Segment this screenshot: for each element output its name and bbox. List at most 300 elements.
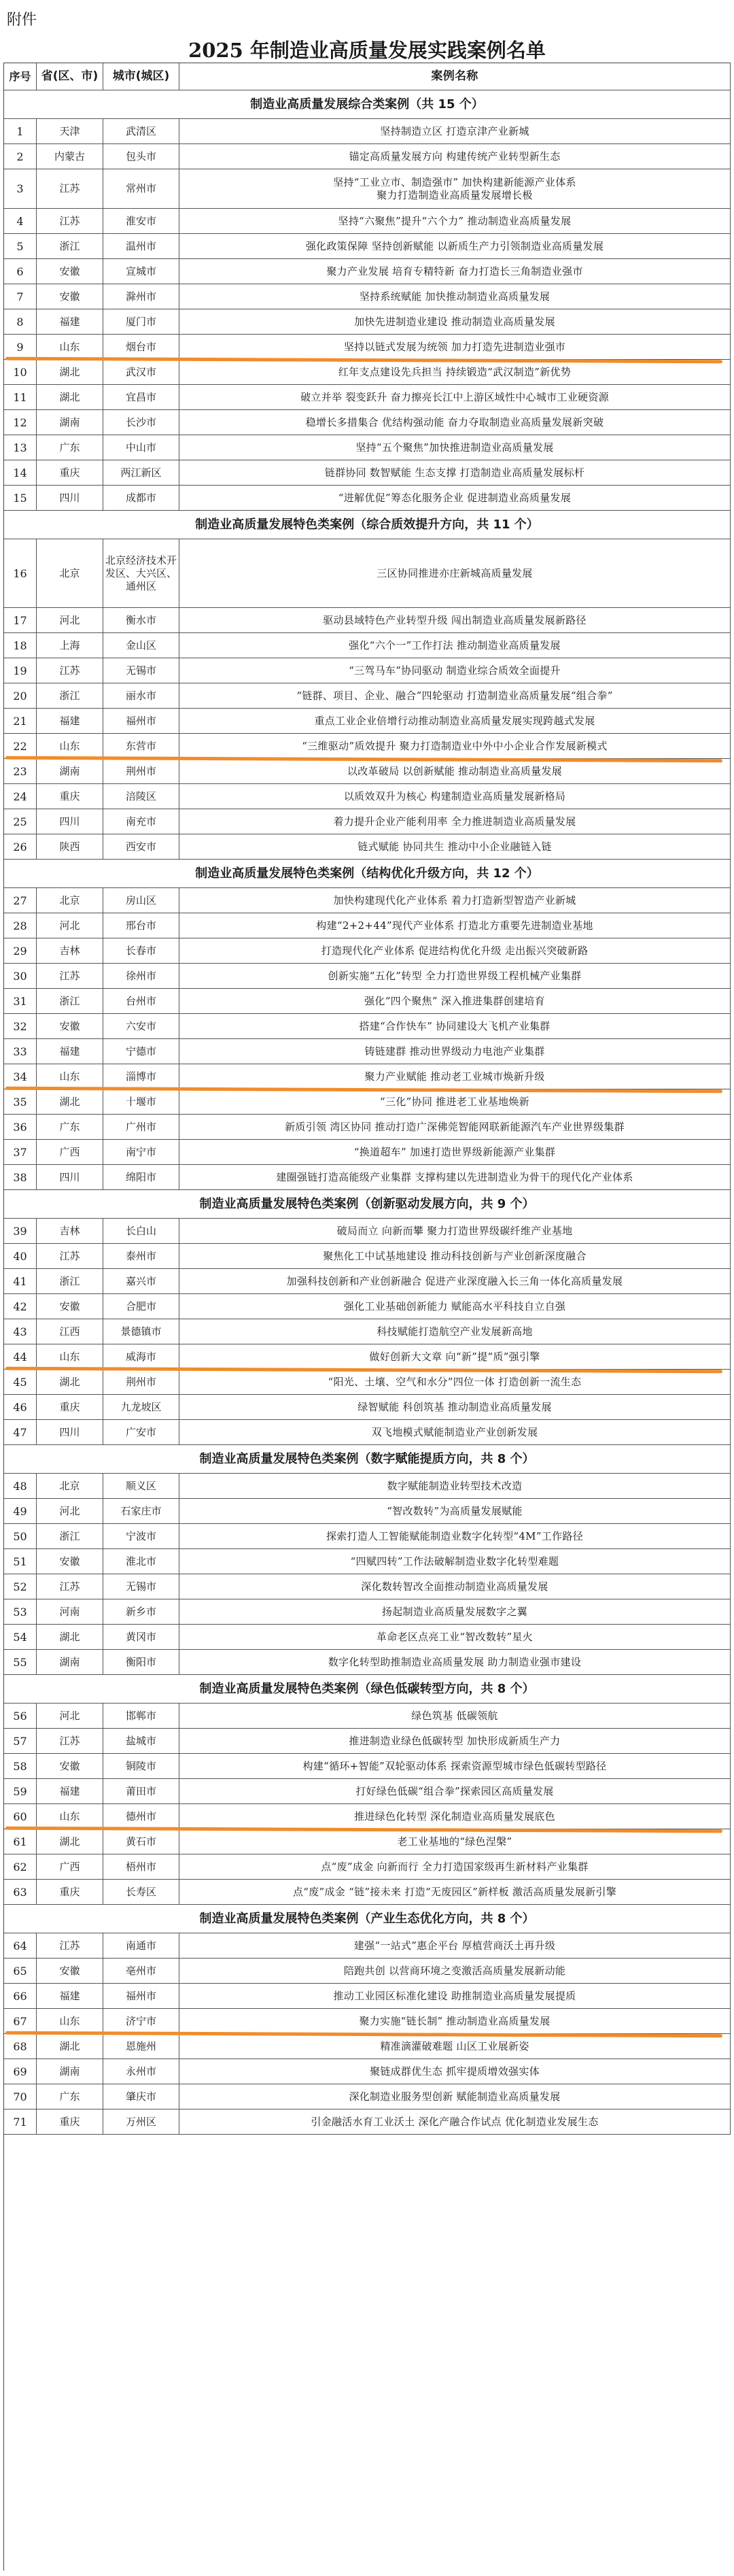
row-city-cell: 黄石市: [103, 1829, 179, 1854]
table-row: [4, 1219, 731, 1244]
table-row: [4, 1804, 731, 1829]
row-city-cell: 滁州市: [103, 284, 179, 309]
row-city-cell: 盐城市: [103, 1729, 179, 1753]
row-city-cell: 淮北市: [103, 1549, 179, 1574]
row-province-cell: 安徽: [37, 1014, 103, 1038]
row-province-cell: 湖北: [37, 360, 103, 384]
row-city-cell: 亳州市: [103, 1959, 179, 1983]
table-row: [4, 964, 731, 989]
row-city-cell: 绵阳市: [103, 1165, 179, 1189]
row-case-name-cell: 以改革破局 以创新赋能 推动制造业高质量发展: [179, 759, 731, 783]
table-row: [4, 2059, 731, 2084]
table-row: [4, 1014, 731, 1039]
section-title: 制造业高质量发展特色类案例（综合质效提升方向，共 11 个）: [4, 511, 731, 539]
row-case-name-cell: 加快先进制造业建设 推动制造业高质量发展: [179, 309, 731, 334]
table-header-row: [4, 63, 731, 90]
row-province-cell: 北京: [37, 1474, 103, 1498]
table-row: [4, 2034, 731, 2059]
row-case-name-cell: 坚持“工业立市、制造强市” 加快构建新能源产业体系 聚力打造制造业高质量发展增长极: [179, 169, 731, 208]
row-province-cell: 安徽: [37, 1959, 103, 1983]
row-province-cell: 上海: [37, 633, 103, 658]
row-province-cell: 安徽: [37, 1294, 103, 1319]
row-case-name-cell: “四赋四转”工作法破解制造业数字化转型难题: [179, 1549, 731, 1574]
row-province-cell: 浙江: [37, 683, 103, 708]
table-row: [4, 309, 731, 335]
row-seq-cell: 46: [4, 1395, 37, 1419]
row-seq-cell: 45: [4, 1370, 37, 1394]
row-case-name-cell: 深化数转智改全面推动制造业高质量发展: [179, 1574, 731, 1599]
row-case-name-cell: 红年支点建设先兵担当 持续锻造“武汉制造”新优势: [179, 360, 731, 384]
row-case-name-cell: 绿智赋能 科创筑基 推动制造业高质量发展: [179, 1395, 731, 1419]
section-title: 制造业高质量发展特色类案例（产业生态优化方向，共 8 个）: [4, 1905, 731, 1933]
section-title: 制造业高质量发展特色类案例（绿色低碳转型方向，共 8 个）: [4, 1675, 731, 1703]
row-seq-cell: 55: [4, 1650, 37, 1674]
row-seq-cell: 23: [4, 759, 37, 783]
row-seq-cell: 31: [4, 989, 37, 1013]
row-seq-cell: 57: [4, 1729, 37, 1753]
row-seq-cell: 20: [4, 683, 37, 708]
row-seq-cell: 11: [4, 385, 37, 409]
row-province-cell: 河南: [37, 1599, 103, 1624]
table-row: [4, 1829, 731, 1854]
row-province-cell: 浙江: [37, 989, 103, 1013]
row-seq-cell: 15: [4, 486, 37, 510]
table-row: [4, 2009, 731, 2034]
row-city-cell: 包头市: [103, 144, 179, 169]
row-city-cell: 长沙市: [103, 410, 179, 435]
table-row: [4, 1729, 731, 1754]
row-city-cell: 邢台市: [103, 913, 179, 938]
row-seq-cell: 25: [4, 809, 37, 834]
table-row: [4, 1704, 731, 1729]
row-case-name-cell: 链式赋能 协同共生 推动中小企业融链入链: [179, 834, 731, 859]
table-row: [4, 1420, 731, 1445]
row-case-name-cell: 坚持“六聚焦”提升“六个力” 推动制造业高质量发展: [179, 209, 731, 233]
row-case-name-cell: 三区协同推进亦庄新城高质量发展: [179, 539, 731, 607]
row-city-cell: 烟台市: [103, 335, 179, 359]
row-province-cell: 山东: [37, 1064, 103, 1089]
row-seq-cell: 33: [4, 1039, 37, 1064]
row-case-name-cell: 构建“循环+智能”双轮驱动体系 探索资源型城市绿色低碳转型路径: [179, 1754, 731, 1778]
row-case-name-cell: 聚焦化工中试基地建设 推动科技创新与产业创新深度融合: [179, 1244, 731, 1268]
row-seq-cell: 71: [4, 2109, 37, 2134]
table-row: [4, 539, 731, 608]
row-city-cell: 肇庆市: [103, 2084, 179, 2109]
row-case-name-cell: 引金融活水育工业沃土 深化产融合作试点 优化制造业发展生态: [179, 2109, 731, 2134]
table-row: [4, 784, 731, 809]
row-city-cell: 顺义区: [103, 1474, 179, 1498]
table-row: [4, 1984, 731, 2009]
row-province-cell: 湖北: [37, 1625, 103, 1649]
table-row: [4, 1880, 731, 1905]
row-province-cell: 福建: [37, 709, 103, 733]
table-row: [4, 1625, 731, 1650]
row-seq-cell: 42: [4, 1294, 37, 1319]
row-case-name-cell: 建强“一站式”惠企平台 厚植营商沃土再升级: [179, 1933, 731, 1958]
row-city-cell: 长春市: [103, 938, 179, 963]
row-province-cell: 湖北: [37, 1089, 103, 1114]
row-case-name-cell: “智改数转”为高质量发展赋能: [179, 1499, 731, 1523]
row-province-cell: 河北: [37, 608, 103, 632]
row-province-cell: 广东: [37, 2084, 103, 2109]
row-province-cell: 湖北: [37, 1370, 103, 1394]
row-seq-cell: 67: [4, 2009, 37, 2033]
row-case-name-cell: 强化工业基础创新能力 赋能高水平科技自立自强: [179, 1294, 731, 1319]
table-row: [4, 335, 731, 360]
table-row: [4, 360, 731, 385]
row-seq-cell: 29: [4, 938, 37, 963]
row-case-name-cell: 链群协同 数智赋能 生态支撑 打造制造业高质量发展标杆: [179, 460, 731, 485]
row-city-cell: 温州市: [103, 234, 179, 258]
row-seq-cell: 7: [4, 284, 37, 309]
row-case-name-cell: “三化”协同 推进老工业基地焕新: [179, 1089, 731, 1114]
row-case-name-cell: 创新实施“五化”转型 全力打造世界级工程机械产业集群: [179, 964, 731, 988]
row-province-cell: 山东: [37, 2009, 103, 2033]
row-city-cell: 丽水市: [103, 683, 179, 708]
row-city-cell: 合肥市: [103, 1294, 179, 1319]
row-city-cell: 衡阳市: [103, 1650, 179, 1674]
row-province-cell: 重庆: [37, 460, 103, 485]
row-case-name-cell: 聚力产业发展 培育专精特新 奋力打造长三角制造业强市: [179, 259, 731, 284]
row-seq-cell: 41: [4, 1269, 37, 1293]
table-row: [4, 1650, 731, 1675]
row-case-name-cell: 做好创新大文章 向“新”提“质”强引擎: [179, 1344, 731, 1369]
table-row: [4, 759, 731, 784]
row-case-name-cell: 构建“2+2+44”现代产业体系 打造北方重要先进制造业基地: [179, 913, 731, 938]
row-seq-cell: 13: [4, 435, 37, 460]
table-row: [4, 938, 731, 964]
row-case-name-cell: 加快构建现代化产业体系 着力打造新型智造产业新城: [179, 888, 731, 913]
row-case-name-cell: 破局而立 向新而攀 聚力打造世界级碳纤维产业基地: [179, 1219, 731, 1243]
section-title: 制造业高质量发展特色类案例（结构优化升级方向，共 12 个）: [4, 860, 731, 887]
row-case-name-cell: 强化政策保障 坚持创新赋能 以新质生产力引领制造业高质量发展: [179, 234, 731, 258]
row-case-name-cell: “链群、项目、企业、融合”四轮驱动 打造制造业高质量发展“组合拳”: [179, 683, 731, 708]
row-seq-cell: 54: [4, 1625, 37, 1649]
row-province-cell: 浙江: [37, 1269, 103, 1293]
row-seq-cell: 1: [4, 119, 37, 143]
row-province-cell: 山东: [37, 1804, 103, 1829]
row-seq-cell: 40: [4, 1244, 37, 1268]
row-city-cell: 泰州市: [103, 1244, 179, 1268]
row-province-cell: 山东: [37, 734, 103, 758]
row-seq-cell: 8: [4, 309, 37, 334]
table-row: [4, 1370, 731, 1395]
row-city-cell: 长寿区: [103, 1880, 179, 1904]
row-province-cell: 四川: [37, 1420, 103, 1444]
table-row: [4, 1395, 731, 1420]
row-seq-cell: 22: [4, 734, 37, 758]
row-city-cell: 六安市: [103, 1014, 179, 1038]
row-case-name-cell: “换道超车” 加速打造世界级新能源产业集群: [179, 1140, 731, 1164]
row-province-cell: 北京: [37, 539, 103, 607]
table-row: [4, 1574, 731, 1599]
row-province-cell: 四川: [37, 1165, 103, 1189]
row-case-name-cell: 双飞地模式赋能制造业产业创新发展: [179, 1420, 731, 1444]
row-province-cell: 天津: [37, 119, 103, 143]
row-city-cell: 东营市: [103, 734, 179, 758]
row-case-name-cell: 科技赋能打造航空产业发展新高地: [179, 1319, 731, 1344]
table-row: [4, 1933, 731, 1959]
row-province-cell: 安徽: [37, 1549, 103, 1574]
row-province-cell: 安徽: [37, 259, 103, 284]
row-province-cell: 重庆: [37, 2109, 103, 2134]
row-seq-cell: 38: [4, 1165, 37, 1189]
row-province-cell: 内蒙古: [37, 144, 103, 169]
row-city-cell: 广安市: [103, 1420, 179, 1444]
section-header-row: [4, 511, 731, 539]
row-city-cell: 石家庄市: [103, 1499, 179, 1523]
row-seq-cell: 66: [4, 1984, 37, 2008]
row-province-cell: 河北: [37, 913, 103, 938]
row-city-cell: 九龙坡区: [103, 1395, 179, 1419]
row-province-cell: 湖南: [37, 1650, 103, 1674]
row-seq-cell: 59: [4, 1779, 37, 1803]
table-row: [4, 1115, 731, 1140]
row-seq-cell: 9: [4, 335, 37, 359]
row-province-cell: 安徽: [37, 284, 103, 309]
row-case-name-cell: 推进制造业绿色低碳转型 加快形成新质生产力: [179, 1729, 731, 1753]
row-city-cell: 德州市: [103, 1804, 179, 1829]
row-case-name-cell: 陪跑共创 以营商环境之变激活高质量发展新动能: [179, 1959, 731, 1983]
row-seq-cell: 26: [4, 834, 37, 859]
table-row: [4, 460, 731, 486]
row-case-name-cell: 推进绿色化转型 深化制造业高质量发展底色: [179, 1804, 731, 1829]
table-row: [4, 1165, 731, 1190]
row-seq-cell: 58: [4, 1754, 37, 1778]
table-row: [4, 169, 731, 209]
row-province-cell: 江苏: [37, 1244, 103, 1268]
row-seq-cell: 70: [4, 2084, 37, 2109]
row-city-cell: 嘉兴市: [103, 1269, 179, 1293]
row-seq-cell: 35: [4, 1089, 37, 1114]
row-province-cell: 江西: [37, 1319, 103, 1344]
row-province-cell: 湖北: [37, 1829, 103, 1854]
row-seq-cell: 32: [4, 1014, 37, 1038]
row-city-cell: 南宁市: [103, 1140, 179, 1164]
table-row: [4, 1549, 731, 1574]
row-case-name-cell: 聚力实施“链长制” 推动制造业高质量发展: [179, 2009, 731, 2033]
row-province-cell: 江苏: [37, 658, 103, 683]
row-city-cell: 台州市: [103, 989, 179, 1013]
table-row: [4, 608, 731, 633]
row-city-cell: 福州市: [103, 709, 179, 733]
row-case-name-cell: 探索打造人工智能赋能制造业数字化转型“4M”工作路径: [179, 1524, 731, 1548]
section-header-row: [4, 1905, 731, 1933]
table-row: [4, 259, 731, 284]
row-seq-cell: 39: [4, 1219, 37, 1243]
row-province-cell: 吉林: [37, 1219, 103, 1243]
row-case-name-cell: 坚持“五个聚焦”加快推进制造业高质量发展: [179, 435, 731, 460]
row-case-name-cell: 打好绿色低碳“组合拳”探索园区高质量发展: [179, 1779, 731, 1803]
section-header-row: [4, 1190, 731, 1219]
table-row: [4, 809, 731, 834]
annex-label: 附件: [7, 12, 37, 29]
table-row: [4, 410, 731, 435]
row-city-cell: 宣城市: [103, 259, 179, 284]
row-case-name-cell: 数字赋能制造业转型技术改造: [179, 1474, 731, 1498]
table-row: [4, 1344, 731, 1370]
row-city-cell: 淄博市: [103, 1064, 179, 1089]
row-city-cell: 莆田市: [103, 1779, 179, 1803]
row-seq-cell: 17: [4, 608, 37, 632]
row-province-cell: 重庆: [37, 1395, 103, 1419]
row-province-cell: 江苏: [37, 1729, 103, 1753]
row-province-cell: 福建: [37, 1984, 103, 2008]
table-row: [4, 144, 731, 169]
row-province-cell: 浙江: [37, 234, 103, 258]
table-row: [4, 1064, 731, 1089]
row-city-cell: 黄冈市: [103, 1625, 179, 1649]
row-seq-cell: 52: [4, 1574, 37, 1599]
table-row: [4, 1524, 731, 1549]
row-city-cell: 梧州市: [103, 1854, 179, 1879]
row-city-cell: 成都市: [103, 486, 179, 510]
table-row: [4, 2109, 731, 2135]
row-case-name-cell: 深化制造业服务型创新 赋能制造业高质量发展: [179, 2084, 731, 2109]
row-seq-cell: 2: [4, 144, 37, 169]
row-seq-cell: 60: [4, 1804, 37, 1829]
row-seq-cell: 27: [4, 888, 37, 913]
table-row: [4, 1779, 731, 1804]
row-city-cell: 万州区: [103, 2109, 179, 2134]
row-province-cell: 山东: [37, 335, 103, 359]
row-province-cell: 重庆: [37, 784, 103, 809]
row-case-name-cell: 铸链建群 推动世界级动力电池产业集群: [179, 1039, 731, 1064]
row-city-cell: 福州市: [103, 1984, 179, 2008]
row-seq-cell: 19: [4, 658, 37, 683]
row-seq-cell: 10: [4, 360, 37, 384]
row-case-name-cell: 加强科技创新和产业创新融合 促进产业深度融入长三角一体化高质量发展: [179, 1269, 731, 1293]
table-row: [4, 658, 731, 683]
row-city-cell: 武汉市: [103, 360, 179, 384]
table-row: [4, 834, 731, 860]
row-city-cell: 金山区: [103, 633, 179, 658]
row-province-cell: 江苏: [37, 964, 103, 988]
row-city-cell: 宜昌市: [103, 385, 179, 409]
table-row: [4, 1294, 731, 1319]
row-city-cell: 永州市: [103, 2059, 179, 2084]
table-row: [4, 1599, 731, 1625]
row-seq-cell: 50: [4, 1524, 37, 1548]
row-city-cell: 徐州市: [103, 964, 179, 988]
row-province-cell: 湖南: [37, 759, 103, 783]
row-city-cell: 淮安市: [103, 209, 179, 233]
row-case-name-cell: 强化“四个聚焦” 深入推进集群创建培育: [179, 989, 731, 1013]
row-case-name-cell: 着力提升企业产能利用率 全力推进制造业高质量发展: [179, 809, 731, 834]
row-province-cell: 吉林: [37, 938, 103, 963]
case-list-table: [3, 63, 731, 2571]
section-title: 制造业高质量发展综合类案例（共 15 个）: [4, 90, 731, 118]
row-case-name-cell: 推动工业园区标准化建设 助推制造业高质量发展提质: [179, 1984, 731, 2008]
row-seq-cell: 3: [4, 169, 37, 208]
row-case-name-cell: 点“废”成金 “链”接未来 打造“无废园区”新样板 激活高质量发展新引擎: [179, 1880, 731, 1904]
table-row: [4, 1854, 731, 1880]
row-seq-cell: 61: [4, 1829, 37, 1854]
row-city-cell: 长白山: [103, 1219, 179, 1243]
table-row: [4, 1959, 731, 1984]
row-city-cell: 衡水市: [103, 608, 179, 632]
row-case-name-cell: 稳增长多措集合 优结构强动能 奋力夺取制造业高质量发展新突破: [179, 410, 731, 435]
table-row: [4, 1754, 731, 1779]
table-row: [4, 1499, 731, 1524]
row-province-cell: 安徽: [37, 1754, 103, 1778]
row-case-name-cell: 打造现代化产业体系 促进结构优化升级 走出振兴突破新路: [179, 938, 731, 963]
row-province-cell: 河北: [37, 1704, 103, 1728]
row-city-cell: 威海市: [103, 1344, 179, 1369]
row-city-cell: 荆州市: [103, 1370, 179, 1394]
row-city-cell: 无锡市: [103, 1574, 179, 1599]
row-seq-cell: 12: [4, 410, 37, 435]
row-case-name-cell: 驱动县域特色产业转型升级 闯出制造业高质量发展新路径: [179, 608, 731, 632]
header-seq: 序号: [4, 63, 37, 90]
table-row: [4, 385, 731, 410]
row-seq-cell: 5: [4, 234, 37, 258]
row-city-cell: 西安市: [103, 834, 179, 859]
table-row: [4, 1140, 731, 1165]
section-header-row: [4, 1675, 731, 1704]
row-seq-cell: 36: [4, 1115, 37, 1139]
row-province-cell: 广东: [37, 1115, 103, 1139]
row-case-name-cell: 精准滴灌破难题 山区工业展新姿: [179, 2034, 731, 2058]
table-row: [4, 1269, 731, 1294]
row-province-cell: 广西: [37, 1140, 103, 1164]
row-city-cell: 南通市: [103, 1933, 179, 1958]
row-case-name-cell: 革命老区点亮工业“智改数转”星火: [179, 1625, 731, 1649]
row-seq-cell: 43: [4, 1319, 37, 1344]
row-case-name-cell: 扬起制造业高质量发展数字之翼: [179, 1599, 731, 1624]
row-seq-cell: 28: [4, 913, 37, 938]
row-city-cell: 中山市: [103, 435, 179, 460]
section-title: 制造业高质量发展特色类案例（数字赋能提质方向，共 8 个）: [4, 1445, 731, 1473]
table-row: [4, 1039, 731, 1064]
row-city-cell: 铜陵市: [103, 1754, 179, 1778]
row-seq-cell: 30: [4, 964, 37, 988]
table-row: [4, 435, 731, 460]
row-province-cell: 四川: [37, 809, 103, 834]
row-city-cell: 景德镇市: [103, 1319, 179, 1344]
row-city-cell: 宁德市: [103, 1039, 179, 1064]
header-city: 城市(城区): [103, 63, 179, 90]
table-row: [4, 1319, 731, 1344]
section-header-row: [4, 1445, 731, 1474]
row-case-name-cell: 以质效双升为核心 构建制造业高质量发展新格局: [179, 784, 731, 809]
row-province-cell: 广西: [37, 1854, 103, 1879]
table-row: [4, 486, 731, 511]
row-city-cell: 恩施州: [103, 2034, 179, 2058]
table-row: [4, 284, 731, 309]
row-province-cell: 湖北: [37, 2034, 103, 2058]
row-seq-cell: 56: [4, 1704, 37, 1728]
row-city-cell: 南充市: [103, 809, 179, 834]
row-city-cell: 新乡市: [103, 1599, 179, 1624]
row-case-name-cell: 聚力产业赋能 推动老工业城市焕新升级: [179, 1064, 731, 1089]
row-seq-cell: 68: [4, 2034, 37, 2058]
document-title: 2025 年制造业高质量发展实践案例名单: [188, 39, 546, 62]
row-seq-cell: 6: [4, 259, 37, 284]
section-header-row: [4, 90, 731, 119]
row-province-cell: 陕西: [37, 834, 103, 859]
row-seq-cell: 47: [4, 1420, 37, 1444]
row-case-name-cell: 点“废”成金 向新而行 全力打造国家级再生新材料产业集群: [179, 1854, 731, 1879]
row-case-name-cell: 建圈强链打造高能级产业集群 支撑构建以先进制造业为骨干的现代化产业体系: [179, 1165, 731, 1189]
table-row: [4, 633, 731, 658]
table-row: [4, 1244, 731, 1269]
row-province-cell: 广东: [37, 435, 103, 460]
row-case-name-cell: “进解优促”筹态化服务企业 促进制造业高质量发展: [179, 486, 731, 510]
row-province-cell: 浙江: [37, 1524, 103, 1548]
row-seq-cell: 63: [4, 1880, 37, 1904]
row-case-name-cell: 重点工业企业倍增行动推动制造业高质量发展实现跨越式发展: [179, 709, 731, 733]
